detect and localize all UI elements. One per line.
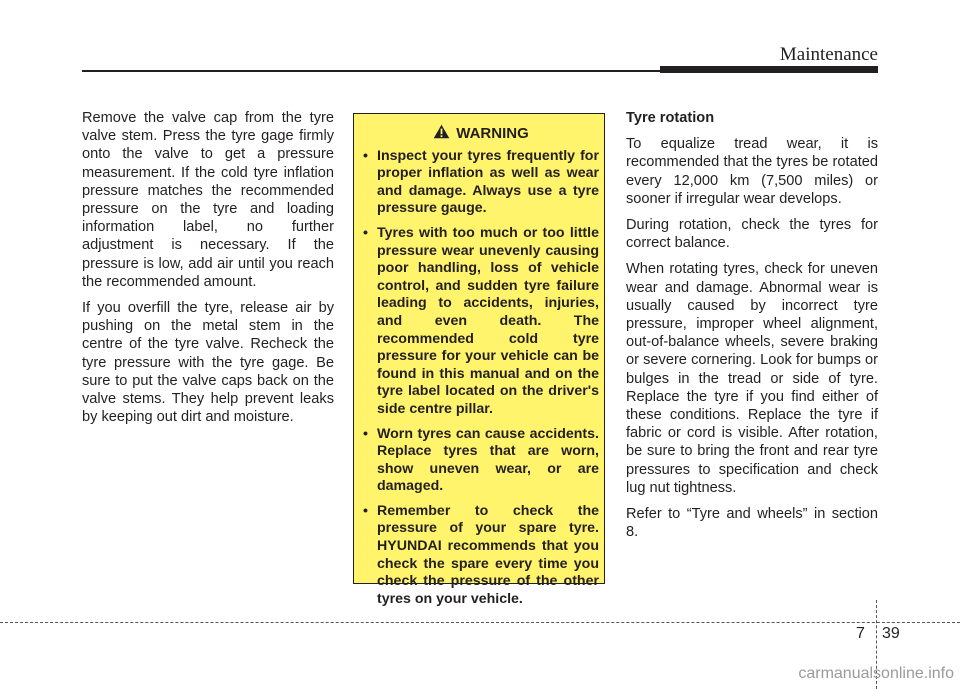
right-column [626, 109, 878, 549]
page-number: 39 [882, 625, 900, 642]
watermark: carmanualsonline.info [798, 665, 954, 682]
left-column [82, 109, 334, 434]
warning-header [363, 124, 599, 144]
warning-title: WARNING [456, 125, 529, 142]
chapter-number: 7 [856, 625, 865, 642]
footer-divider [0, 622, 960, 623]
warning-item: • Inspect your tyres frequently for proper inflation as well as wear and damage. Always use a tyre pressure gauge. [363, 148, 599, 218]
warning-box [353, 113, 605, 607]
tyre-rotation-heading: Tyre rotation [626, 110, 715, 126]
header-tab-bar [660, 66, 878, 73]
paragraph: To equalize tread wear, it is recommended that the tyres be rotated every 12,000 km (7,500 miles) or sooner if irregular wear develops. [626, 136, 878, 207]
warning-item: • Remember to check the pressure of your spare tyre. HYUNDAI recommends that you check the spare every time you check the pressure of the other tyres on your vehicle. [363, 503, 599, 609]
paragraph: When rotating tyres, check for uneven wear and damage. Abnormal wear is usually caused by incorrect tyre pressure, improper wheel alignment, out-of-balance wheels, severe braking or severe cornering. Look for bumps or bulges in the tread or side of tyre. Replace the tyre if you find either of these conditions. Replace the tyre if fabric or cord is visible. After rotation, be sure to bring the front and rear tyre pressures to specification and check lug nut tightness. [626, 261, 878, 496]
warning-item: • Tyres with too much or too little pressure wear unevenly causing poor handling, loss of vehicle control, and sudden tyre failure leading to accidents, injuries, and even death. The recommended cold tyre pressure for your vehicle can be found in this manual and on the tyre label located on the driver's side centre pillar. [363, 225, 599, 419]
paragraph: If you overfill the tyre, release air by pushing on the metal stem in the centre of the tyre valve. Recheck the tyre pressure with the tyre gage. Be sure to put the valve caps back on the valve stems. They help prevent leaks by keeping out dirt and moisture. [82, 300, 334, 426]
warning-item: • Worn tyres can cause accidents. Replace tyres that are worn, show uneven wear, or are damaged. [363, 426, 599, 496]
paragraph: Remove the valve cap from the tyre valve stem. Press the tyre gage firmly onto the valve to get a pressure measurement. If the cold tyre inflation pressure matches the recommended pressure on the tyre and loading information label, no further adjustment is necessary. If the pressure is low, add air until you reach the recommended amount. [82, 110, 334, 290]
paragraph: Refer to “Tyre and wheels” in section 8. [626, 506, 878, 541]
warning-triangle-icon [433, 124, 450, 144]
warning-list [363, 148, 599, 609]
paragraph: During rotation, check the tyres for correct balance. [626, 217, 878, 252]
section-title: Maintenance [779, 44, 878, 65]
